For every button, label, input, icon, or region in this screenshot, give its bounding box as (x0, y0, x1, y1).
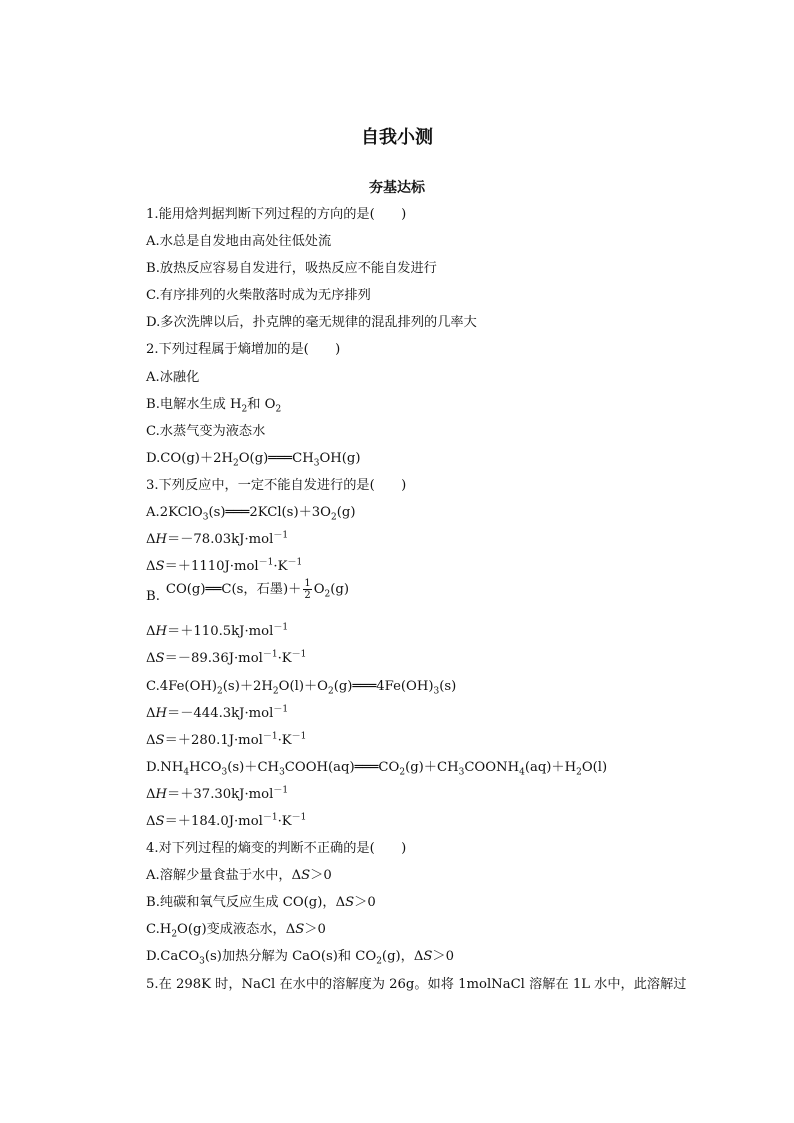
q3-option-b-enthalpy: ΔH＝＋110.5kJ·mol$^{-1}$ (146, 622, 289, 640)
q2-option-c: C.水蒸气变为液态水 (146, 423, 266, 439)
q4-option-d: D.CaCO$_3$(s)加热分解为 CaO(s)和 $CO_2(g)$，ΔS＞0 (146, 949, 454, 968)
q3-option-a: $A.2KClO_3(s)═══2KCl(s)+3O_2(g)$ (146, 505, 356, 523)
q3-option-d-entropy: $\Delta S=+184.0J\cdot mol^{-1}\cdot K^{-1}$ (146, 812, 307, 829)
q3-option-a-enthalpy: ΔH＝－78.03kJ·mol$^{-1}$ (146, 530, 289, 548)
q3-option-c: $C.4Fe(OH)_2(s)+2H_2O(l)+O_2(g)═══4Fe(OH)_3(s)$ (146, 678, 457, 697)
q2-option-b: B.电解水生成 $H_2$和 $O_2$ (146, 396, 282, 415)
question-list (146, 205, 706, 1002)
q4-option-c: $C.H_2O(g)$变成液态水，ΔS＞0 (146, 922, 326, 940)
q3-option-a-entropy: $\Delta S=+1110J\cdot mol^{-1}\cdot K^{-1}$ (146, 557, 303, 575)
q3-option-d: $D.NH_4HCO_3(s)+CH_3COOH(aq)═══CO_2(g)+CH_3COONH_4(aq)+H_2O(l)$ (146, 759, 608, 778)
q3-option-b-entropy: $\Delta S=-89.36J\cdot mol^{-1}\cdot K^{-1}$ (146, 650, 307, 667)
q1-option-c: C.有序排列的火柴散落时成为无序排列 (146, 288, 371, 304)
q4-option-b: B.纯碳和氧气反应生成 CO(g)，ΔS＞0 (146, 895, 376, 911)
q5-stem: 5.在 298K 时，NaCl 在水中的溶解度为 26g。如将 1molNaCl 溶解在 1L 水中，此溶解过 (146, 976, 687, 992)
q4-option-a: A.溶解少量食盐于水中，ΔS＞0 (146, 868, 332, 884)
q1-option-d: D.多次洗牌以后，扑克牌的毫无规律的混乱排列的几率大 (146, 315, 477, 331)
q2-stem: 2.下列过程属于熵增加的是( ) (146, 342, 341, 358)
section-heading: 夯基达标 (369, 180, 425, 196)
q3-option-d-enthalpy: ΔH＝＋37.30kJ·mol$^{-1}$ (146, 785, 289, 802)
q2-option-a: A.冰融化 (146, 369, 200, 385)
q2-option-d: $D.CO(g)+2H_2O(g)═══CH_3OH(g)$ (146, 450, 361, 469)
q3-stem: 3.下列反应中，一定不能自发进行的是( ) (146, 477, 407, 493)
q1-option-b: B.放热反应容易自发进行，吸热反应不能自发进行 (146, 261, 437, 277)
page-title: 自我小测 (361, 127, 433, 148)
fraction-one-half: $\frac{1}{2}$ (304, 578, 311, 602)
q1-option-a: A.水总是自发地由高处往低处流 (146, 234, 332, 250)
q3-option-c-enthalpy: ΔH＝－444.3kJ·mol$^{-1}$ (146, 704, 289, 721)
q1-stem: 1.能用焓判据判断下列过程的方向的是( ) (146, 207, 407, 222)
q3-option-b: B. CO(g)══C(s，石墨)＋ $\frac{1}{2}$ $O_2(g)$ (146, 578, 349, 605)
q4-stem: 4.对下列过程的熵变的判断不正确的是( ) (146, 841, 407, 857)
q3-option-c-entropy: $\Delta S=+280.1J\cdot mol^{-1}\cdot K^{-1}$ (146, 731, 307, 748)
